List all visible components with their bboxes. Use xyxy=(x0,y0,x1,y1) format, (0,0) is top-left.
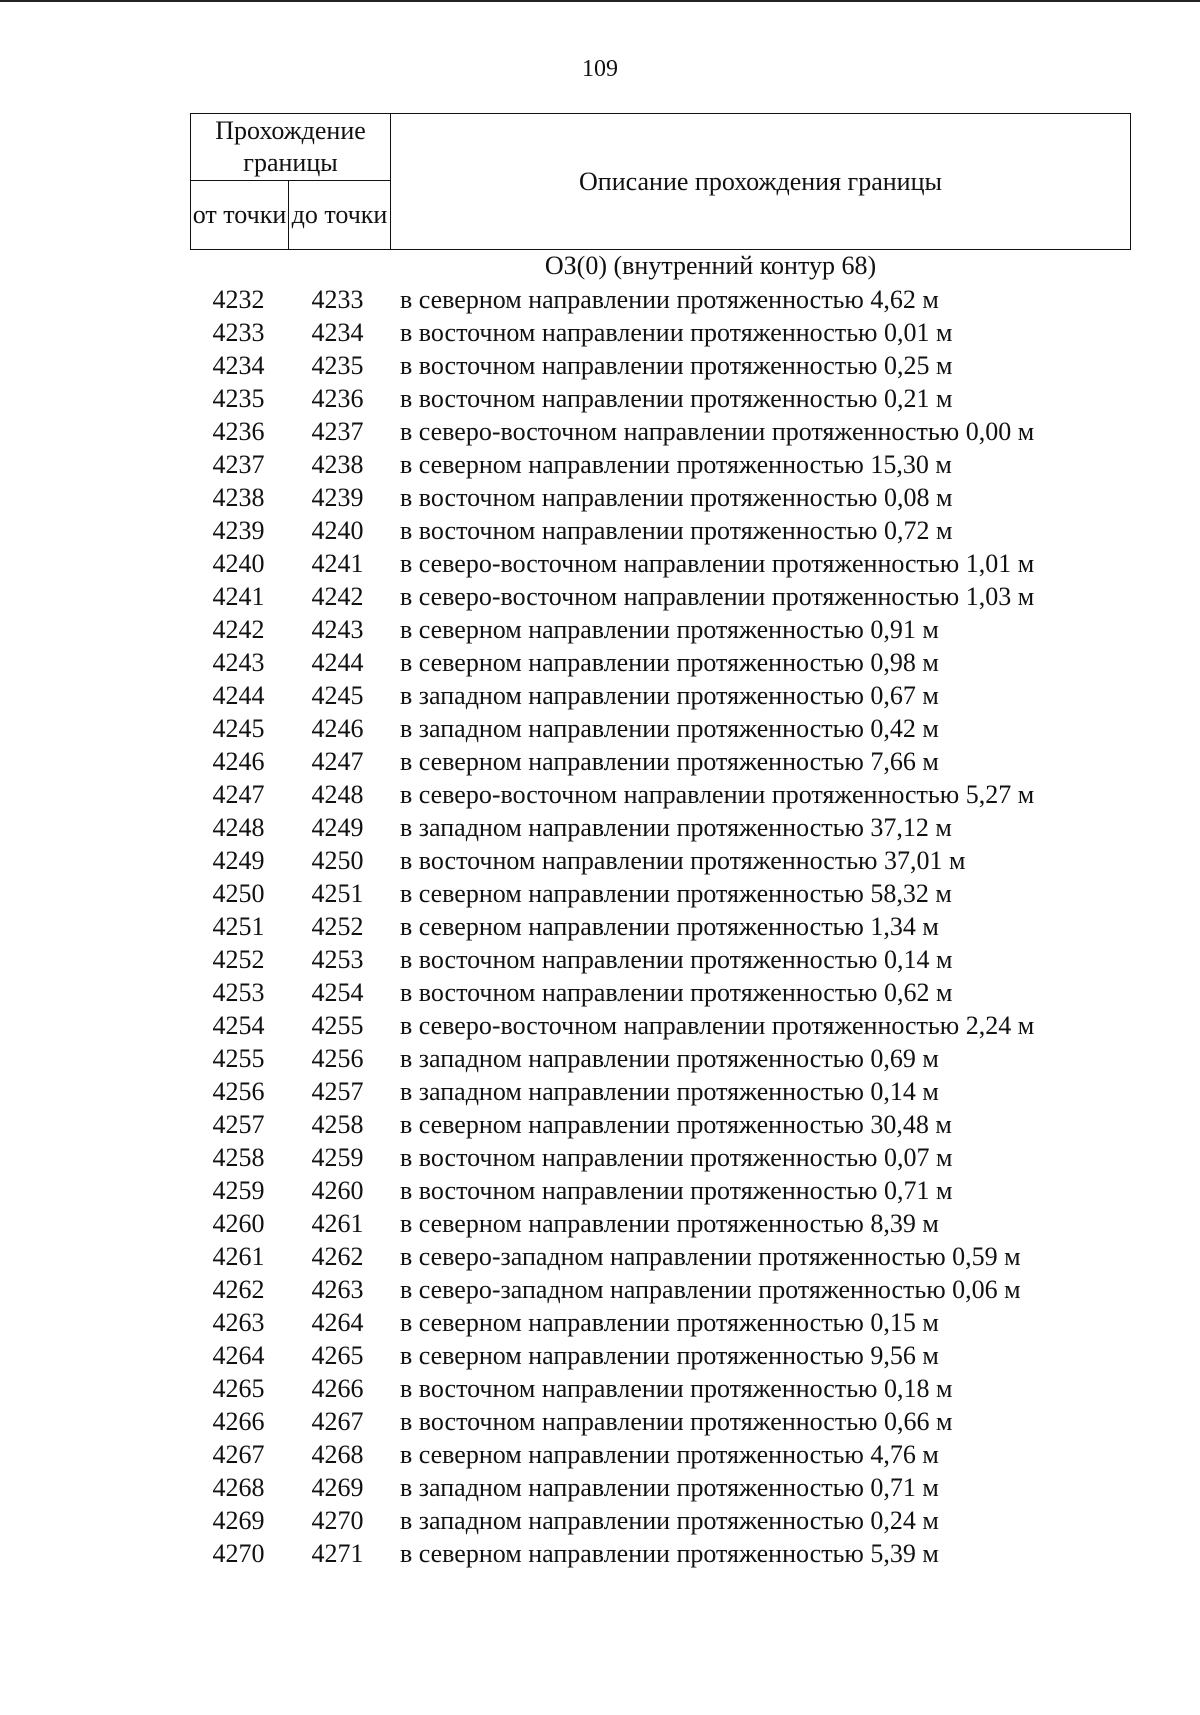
to-point-cell: 4266 xyxy=(311,1374,364,1403)
from-point-cell: 4250 xyxy=(212,879,265,908)
from-point-cell: 4249 xyxy=(212,846,265,875)
from-point-cell: 4254 xyxy=(212,1011,265,1040)
from-point-cell: 4248 xyxy=(212,813,265,842)
description-cell: в восточном направлении протяженностью 0,25 м xyxy=(400,351,953,380)
description-cell: в северном направлении протяженностью 8,39 м xyxy=(400,1209,939,1238)
table-row xyxy=(190,580,1131,613)
table-row xyxy=(190,448,1131,481)
from-point-cell: 4236 xyxy=(212,417,265,446)
from-point-cell: 4264 xyxy=(212,1341,265,1370)
description-cell: в северном направлении протяженностью 0,91 м xyxy=(400,615,939,644)
top-border-line xyxy=(0,0,1200,2)
description-cell: в восточном направлении протяженностью 0,01 м xyxy=(400,318,953,347)
description-cell: в восточном направлении протяженностью 0,18 м xyxy=(400,1374,953,1403)
to-point-cell: 4250 xyxy=(311,846,364,875)
to-point-cell: 4243 xyxy=(311,615,364,644)
to-point-cell: 4237 xyxy=(311,417,364,446)
description-cell: в восточном направлении протяженностью 0,21 м xyxy=(400,384,953,413)
table-row xyxy=(190,910,1131,943)
from-point-cell: 4269 xyxy=(212,1506,265,1535)
to-point-cell: 4252 xyxy=(311,912,364,941)
from-point-cell: 4243 xyxy=(212,648,265,677)
description-cell: в северо-восточном направлении протяженностью 5,27 м xyxy=(400,780,1035,809)
from-point-cell: 4251 xyxy=(212,912,265,941)
to-point-cell: 4259 xyxy=(311,1143,364,1172)
from-point-cell: 4247 xyxy=(212,780,265,809)
table-row xyxy=(190,1174,1131,1207)
table-row xyxy=(190,976,1131,1009)
from-point-cell: 4232 xyxy=(212,285,265,314)
description-cell: в северном направлении протяженностью 15,30 м xyxy=(400,450,952,479)
from-point-cell: 4241 xyxy=(212,582,265,611)
table-row xyxy=(190,1306,1131,1339)
to-point-cell: 4234 xyxy=(311,318,364,347)
from-point-cell: 4261 xyxy=(212,1242,265,1271)
table-row xyxy=(190,1438,1131,1471)
from-point-cell: 4262 xyxy=(212,1275,265,1304)
description-cell: в восточном направлении протяженностью 0,14 м xyxy=(400,945,953,974)
from-point-cell: 4268 xyxy=(212,1473,265,1502)
from-point-cell: 4240 xyxy=(212,549,265,578)
table-row xyxy=(190,1471,1131,1504)
description-cell: в восточном направлении протяженностью 0,72 м xyxy=(400,516,953,545)
table-body xyxy=(190,249,1131,1570)
to-point-cell: 4253 xyxy=(311,945,364,974)
description-cell: в восточном направлении протяженностью 0,08 м xyxy=(400,483,953,512)
description-cell: в восточном направлении протяженностью 0,62 м xyxy=(400,978,953,1007)
to-point-cell: 4241 xyxy=(311,549,364,578)
from-point-cell: 4234 xyxy=(212,351,265,380)
description-cell: в северо-восточном направлении протяженностью 1,03 м xyxy=(400,582,1035,611)
table-header xyxy=(190,113,1131,250)
from-point-cell: 4260 xyxy=(212,1209,265,1238)
table-row xyxy=(190,943,1131,976)
table-row xyxy=(190,514,1131,547)
header-to-cell: до точки xyxy=(289,181,391,250)
description-cell: в северном направлении протяженностью 4,76 м xyxy=(400,1440,939,1469)
to-point-cell: 4265 xyxy=(311,1341,364,1370)
from-point-cell: 4242 xyxy=(212,615,265,644)
description-cell: в западном направлении протяженностью 0,67 м xyxy=(400,681,939,710)
from-point-cell: 4256 xyxy=(212,1077,265,1106)
description-cell: в северо-восточном направлении протяженностью 2,24 м xyxy=(400,1011,1035,1040)
description-cell: в западном направлении протяженностью 0,69 м xyxy=(400,1044,939,1073)
from-point-cell: 4252 xyxy=(212,945,265,974)
to-point-cell: 4264 xyxy=(311,1308,364,1337)
to-point-cell: 4249 xyxy=(311,813,364,842)
description-cell: в западном направлении протяженностью 0,42 м xyxy=(400,714,939,743)
from-point-cell: 4246 xyxy=(212,747,265,776)
to-point-cell: 4251 xyxy=(311,879,364,908)
to-point-cell: 4256 xyxy=(311,1044,364,1073)
from-point-cell: 4237 xyxy=(212,450,265,479)
from-point-cell: 4253 xyxy=(212,978,265,1007)
description-cell: в северном направлении протяженностью 0,15 м xyxy=(400,1308,939,1337)
from-point-cell: 4235 xyxy=(212,384,265,413)
to-point-cell: 4262 xyxy=(311,1242,364,1271)
section-title: ОЗ(0) (внутренний контур 68) xyxy=(544,251,877,280)
from-point-cell: 4258 xyxy=(212,1143,265,1172)
table-row xyxy=(190,547,1131,580)
description-cell: в западном направлении протяженностью 0,71 м xyxy=(400,1473,939,1502)
description-cell: в северо-восточном направлении протяженностью 1,01 м xyxy=(400,549,1035,578)
description-cell: в северном направлении протяженностью 30,48 м xyxy=(400,1110,952,1139)
table-row xyxy=(190,646,1131,679)
table-row xyxy=(190,1042,1131,1075)
from-point-cell: 4255 xyxy=(212,1044,265,1073)
from-point-cell: 4245 xyxy=(212,714,265,743)
table-row xyxy=(190,481,1131,514)
from-point-cell: 4233 xyxy=(212,318,265,347)
description-cell: в западном направлении протяженностью 0,24 м xyxy=(400,1506,939,1535)
to-point-cell: 4268 xyxy=(311,1440,364,1469)
table-row xyxy=(190,778,1131,811)
from-point-cell: 4257 xyxy=(212,1110,265,1139)
to-point-cell: 4246 xyxy=(311,714,364,743)
header-description-cell: Описание прохождения границы xyxy=(391,114,1131,250)
from-point-cell: 4238 xyxy=(212,483,265,512)
to-point-cell: 4260 xyxy=(311,1176,364,1205)
table-row xyxy=(190,1009,1131,1042)
description-cell: в восточном направлении протяженностью 37,01 м xyxy=(400,846,966,875)
table-row xyxy=(190,1537,1131,1570)
to-point-cell: 4255 xyxy=(311,1011,364,1040)
table-row xyxy=(190,1339,1131,1372)
from-point-cell: 4270 xyxy=(212,1539,265,1568)
from-point-cell: 4244 xyxy=(212,681,265,710)
to-point-cell: 4247 xyxy=(311,747,364,776)
table-row xyxy=(190,811,1131,844)
from-point-cell: 4259 xyxy=(212,1176,265,1205)
from-point-cell: 4266 xyxy=(212,1407,265,1436)
to-point-cell: 4235 xyxy=(311,351,364,380)
description-cell: в северном направлении протяженностью 9,56 м xyxy=(400,1341,939,1370)
description-cell: в северном направлении протяженностью 1,34 м xyxy=(400,912,939,941)
to-point-cell: 4245 xyxy=(311,681,364,710)
table-row xyxy=(190,1240,1131,1273)
description-cell: в северо-западном направлении протяженностью 0,59 м xyxy=(400,1242,1021,1271)
to-point-cell: 4267 xyxy=(311,1407,364,1436)
to-point-cell: 4242 xyxy=(311,582,364,611)
to-point-cell: 4254 xyxy=(311,978,364,1007)
from-point-cell: 4267 xyxy=(212,1440,265,1469)
table-row xyxy=(190,1141,1131,1174)
header-from-cell: от точки xyxy=(191,181,289,250)
table-row xyxy=(190,382,1131,415)
table-row xyxy=(190,844,1131,877)
table-row xyxy=(190,712,1131,745)
header-passage-cell: Прохождение границы xyxy=(191,114,391,181)
table-row xyxy=(190,679,1131,712)
from-point-cell: 4265 xyxy=(212,1374,265,1403)
description-cell: в восточном направлении протяженностью 0,71 м xyxy=(400,1176,953,1205)
table-row xyxy=(190,1504,1131,1537)
table-row xyxy=(190,1405,1131,1438)
to-point-cell: 4271 xyxy=(311,1539,364,1568)
description-cell: в северном направлении протяженностью 4,62 м xyxy=(400,285,939,314)
table-row xyxy=(190,877,1131,910)
to-point-cell: 4236 xyxy=(311,384,364,413)
to-point-cell: 4244 xyxy=(311,648,364,677)
to-point-cell: 4263 xyxy=(311,1275,364,1304)
from-point-cell: 4263 xyxy=(212,1308,265,1337)
table-row xyxy=(190,745,1131,778)
table-row xyxy=(190,283,1131,316)
description-cell: в северном направлении протяженностью 7,66 м xyxy=(400,747,939,776)
to-point-cell: 4239 xyxy=(311,483,364,512)
page-number: 109 xyxy=(582,56,618,82)
description-cell: в западном направлении протяженностью 0,14 м xyxy=(400,1077,939,1106)
table-row xyxy=(190,1207,1131,1240)
from-point-cell: 4239 xyxy=(212,516,265,545)
table-row xyxy=(190,1108,1131,1141)
to-point-cell: 4238 xyxy=(311,450,364,479)
description-cell: в западном направлении протяженностью 37,12 м xyxy=(400,813,952,842)
table-row xyxy=(190,1075,1131,1108)
description-cell: в восточном направлении протяженностью 0,07 м xyxy=(400,1143,953,1172)
description-cell: в северном направлении протяженностью 0,98 м xyxy=(400,648,939,677)
table-row xyxy=(190,316,1131,349)
description-cell: в северо-восточном направлении протяженностью 0,00 м xyxy=(400,417,1035,446)
to-point-cell: 4248 xyxy=(311,780,364,809)
description-cell: в северном направлении протяженностью 58,32 м xyxy=(400,879,952,908)
description-cell: в восточном направлении протяженностью 0,66 м xyxy=(400,1407,953,1436)
to-point-cell: 4233 xyxy=(311,285,364,314)
to-point-cell: 4258 xyxy=(311,1110,364,1139)
table-row xyxy=(190,1372,1131,1405)
to-point-cell: 4261 xyxy=(311,1209,364,1238)
description-cell: в северном направлении протяженностью 5,39 м xyxy=(400,1539,939,1568)
table-row xyxy=(190,613,1131,646)
to-point-cell: 4270 xyxy=(311,1506,364,1535)
to-point-cell: 4269 xyxy=(311,1473,364,1502)
description-cell: в северо-западном направлении протяженностью 0,06 м xyxy=(400,1275,1021,1304)
to-point-cell: 4257 xyxy=(311,1077,364,1106)
table-row xyxy=(190,1273,1131,1306)
to-point-cell: 4240 xyxy=(311,516,364,545)
table-row xyxy=(190,415,1131,448)
table-row xyxy=(190,349,1131,382)
